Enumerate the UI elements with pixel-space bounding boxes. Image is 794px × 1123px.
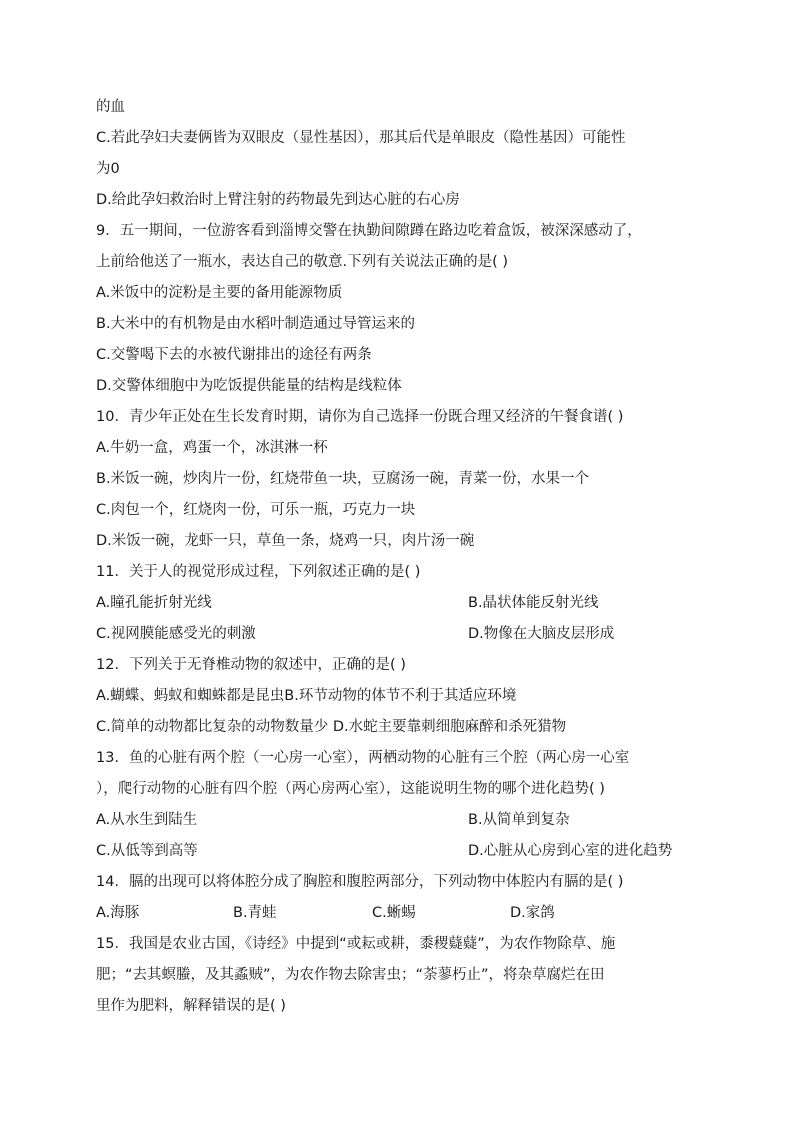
question-9-stem-cont: 上前给他送了一瓶水，表达自己的敬意.下列有关说法正确的是( ) <box>96 254 509 270</box>
question-14-stem: 14．膈的出现可以将体腔分成了胸腔和腹腔两部分，下列动物中体腔内有膈的是( ) <box>96 874 624 890</box>
question-12-stem: 12．下列关于无脊椎动物的叙述中，正确的是( ) <box>96 657 406 673</box>
question-10-option-a: A.牛奶一盒，鸡蛋一个，冰淇淋一杯 <box>96 440 328 456</box>
question-13-option-a: A.从水生到陆生 <box>96 812 198 828</box>
question-13-option-b: B.从简单到复杂 <box>468 812 570 828</box>
question-11-option-b: B.晶状体能反射光线 <box>468 595 599 611</box>
question-11-option-c: C.视网膜能感受光的刺激 <box>96 626 256 642</box>
question-12-options-cd: C.简单的动物都比复杂的动物数量少 D.水蛇主要靠刺细胞麻醉和杀死猎物 <box>96 719 567 735</box>
question-13-options-row-1 <box>96 808 706 832</box>
question-13-options-row-2 <box>96 839 706 863</box>
question-11-options-row-2 <box>96 622 706 646</box>
question-14-option-d: D.家鸽 <box>510 905 555 921</box>
question-15-stem-cont: 肥；“去其螟螣，及其蟊贼”，为农作物去除害虫；“荼蓼朽止”，将杂草腐烂在田 <box>96 967 605 983</box>
text-line: 为0 <box>96 161 120 177</box>
question-14-option-b: B.青蛙 <box>233 905 277 921</box>
question-15-stem-end: 里作为肥料，解释错误的是( ) <box>96 998 286 1014</box>
question-14-option-a: A.海豚 <box>96 905 140 921</box>
question-10-option-d: D.米饭一碗，龙虾一只，草鱼一条，烧鸡一只，肉片汤一碗 <box>96 533 475 549</box>
question-9-option-c: C.交警喝下去的水被代谢排出的途径有两条 <box>96 347 372 363</box>
question-14-options-row <box>96 901 706 925</box>
question-12-options-ab: A.蝴蝶、蚂蚁和蜘蛛都是昆虫B.环节动物的体节不利于其适应环境 <box>96 688 517 704</box>
option-d-line: D.给此孕妇救治时上臂注射的药物最先到达心脏的右心房 <box>96 192 460 208</box>
question-10-option-b: B.米饭一碗，炒肉片一份，红烧带鱼一块，豆腐汤一碗，青菜一份，水果一个 <box>96 471 590 487</box>
question-15-stem: 15．我国是农业古国，《诗经》中提到“或耘或耕，黍稷薿薿”，为农作物除草、施 <box>96 936 616 952</box>
question-10-stem: 10．青少年正处在生长发育时期，请你为自己选择一份既合理又经济的午餐食谱( ) <box>96 409 624 425</box>
question-13-option-c: C.从低等到高等 <box>96 843 198 859</box>
question-13-stem-cont: ），爬行动物的心脏有四个腔（两心房两心室），这能说明生物的哪个进化趋势( ) <box>96 781 605 797</box>
question-14-option-c: C.蜥蜴 <box>372 905 416 921</box>
question-13-option-d: D.心脏从心房到心室的进化趋势 <box>468 843 673 859</box>
question-13-stem: 13．鱼的心脏有两个腔（一心房一心室），两栖动物的心脏有三个腔（两心房一心室 <box>96 750 630 766</box>
question-9-option-a: A.米饭中的淀粉是主要的备用能源物质 <box>96 285 343 301</box>
question-11-option-d: D.物像在大脑皮层形成 <box>468 626 615 642</box>
question-9-option-b: B.大米中的有机物是由水稻叶制造通过导管运来的 <box>96 316 416 332</box>
question-11-option-a: A.瞳孔能折射光线 <box>96 595 212 611</box>
question-10-option-c: C.肉包一个，红烧肉一份，可乐一瓶，巧克力一块 <box>96 502 416 518</box>
question-9-option-d: D.交警体细胞中为吃饭提供能量的结构是线粒体 <box>96 378 402 394</box>
text-line: 的血 <box>96 99 125 115</box>
question-9-stem: 9．五一期间，一位游客看到淄博交警在执勤间隙蹲在路边吃着盒饭，被深深感动了， <box>96 223 642 239</box>
option-c-line: C.若此孕妇夫妻俩皆为双眼皮（显性基因），那其后代是单眼皮（隐性基因）可能性 <box>96 130 626 146</box>
question-11-stem: 11．关于人的视觉形成过程，下列叙述正确的是( ) <box>96 564 421 580</box>
question-11-options-row-1 <box>96 591 706 615</box>
